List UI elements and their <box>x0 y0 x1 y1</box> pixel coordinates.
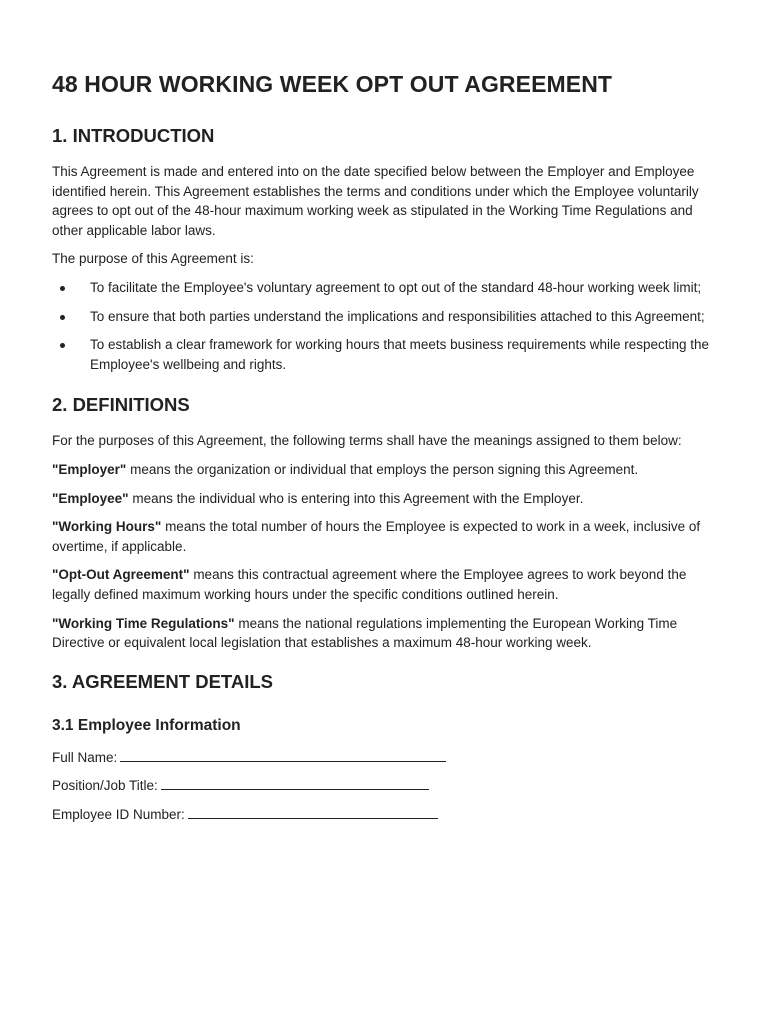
list-item-text: To facilitate the Employee's voluntary agreement to opt out of the standard 48-hour working week limit; <box>90 279 702 295</box>
list-item-text: To establish a clear framework for working hours that meets business requirements while respecting the Employee's wellbeing and rights. <box>90 337 710 372</box>
full-name-row <box>52 748 720 768</box>
bullet-icon <box>60 315 65 320</box>
definition-term: "Working Time Regulations" <box>52 615 235 631</box>
section-heading-agreement-details: 3. AGREEMENT DETAILS <box>52 670 273 692</box>
list-item <box>52 307 720 327</box>
employee-id-row <box>52 805 720 825</box>
employee-id-label: Employee ID Number: <box>52 806 185 822</box>
definition-term: "Employee" <box>52 490 129 506</box>
employee-id-field[interactable] <box>188 805 438 819</box>
list-item <box>52 335 720 374</box>
position-label: Position/Job Title: <box>52 778 158 794</box>
subsection-heading-employee-information: 3.1 Employee Information <box>52 716 241 734</box>
definition-employee <box>52 489 720 509</box>
definition-text: means the total number of hours the Employee is expected to work in a week, inclusive of overtime, if applicable. <box>52 519 701 554</box>
position-row <box>52 776 720 796</box>
purpose-lead: The purpose of this Agreement is: <box>52 251 254 267</box>
section-definitions <box>52 393 720 652</box>
definition-text: means this contractual agreement where the Employee agrees to work beyond the legally defined maximum working hours under the specific conditions outlined herein. <box>52 567 687 602</box>
section-agreement-details <box>52 670 720 825</box>
intro-paragraph: This Agreement is made and entered into on the date specified below between the Employer and Employee identified herein. This Agreement establishes the terms and conditions under which the Employee voluntarily agrees to opt out of the 48-hour maximum working week as stipulated in the Working Time Regulations and other applicable labor laws. <box>52 164 699 238</box>
definition-term: "Opt-Out Agreement" <box>52 567 190 583</box>
section-heading-definitions: 2. DEFINITIONS <box>52 394 190 416</box>
bullet-icon <box>60 286 65 291</box>
document-page <box>52 68 720 841</box>
full-name-label: Full Name: <box>52 749 118 765</box>
document-title: 48 HOUR WORKING WEEK OPT OUT AGREEMENT <box>52 71 613 97</box>
definition-text: means the organization or individual that employs the person signing this Agreement. <box>126 461 639 477</box>
definition-term: "Working Hours" <box>52 519 162 535</box>
list-item-text: To ensure that both parties understand the implications and responsibilities attached to this Agreement; <box>90 308 705 324</box>
definition-working-hours <box>52 517 720 556</box>
definition-employer <box>52 460 720 480</box>
purpose-list <box>52 278 720 374</box>
definition-text: means the individual who is entering into this Agreement with the Employer. <box>128 490 584 506</box>
definition-text: means the national regulations implementing the European Working Time Directive or equivalent local legislation that establishes a maximum 48-hour working week. <box>52 615 678 651</box>
section-introduction <box>52 124 720 374</box>
full-name-field[interactable] <box>120 748 446 762</box>
definitions-lead: For the purposes of this Agreement, the following terms shall have the meanings assigned to them below: <box>52 433 682 449</box>
definition-term: "Employer" <box>52 461 127 477</box>
position-field[interactable] <box>161 776 429 790</box>
list-item <box>52 278 720 298</box>
definition-working-time-regulations <box>52 614 720 653</box>
definition-opt-out-agreement <box>52 565 720 604</box>
section-heading-introduction: 1. INTRODUCTION <box>52 125 215 146</box>
bullet-icon <box>60 343 65 348</box>
